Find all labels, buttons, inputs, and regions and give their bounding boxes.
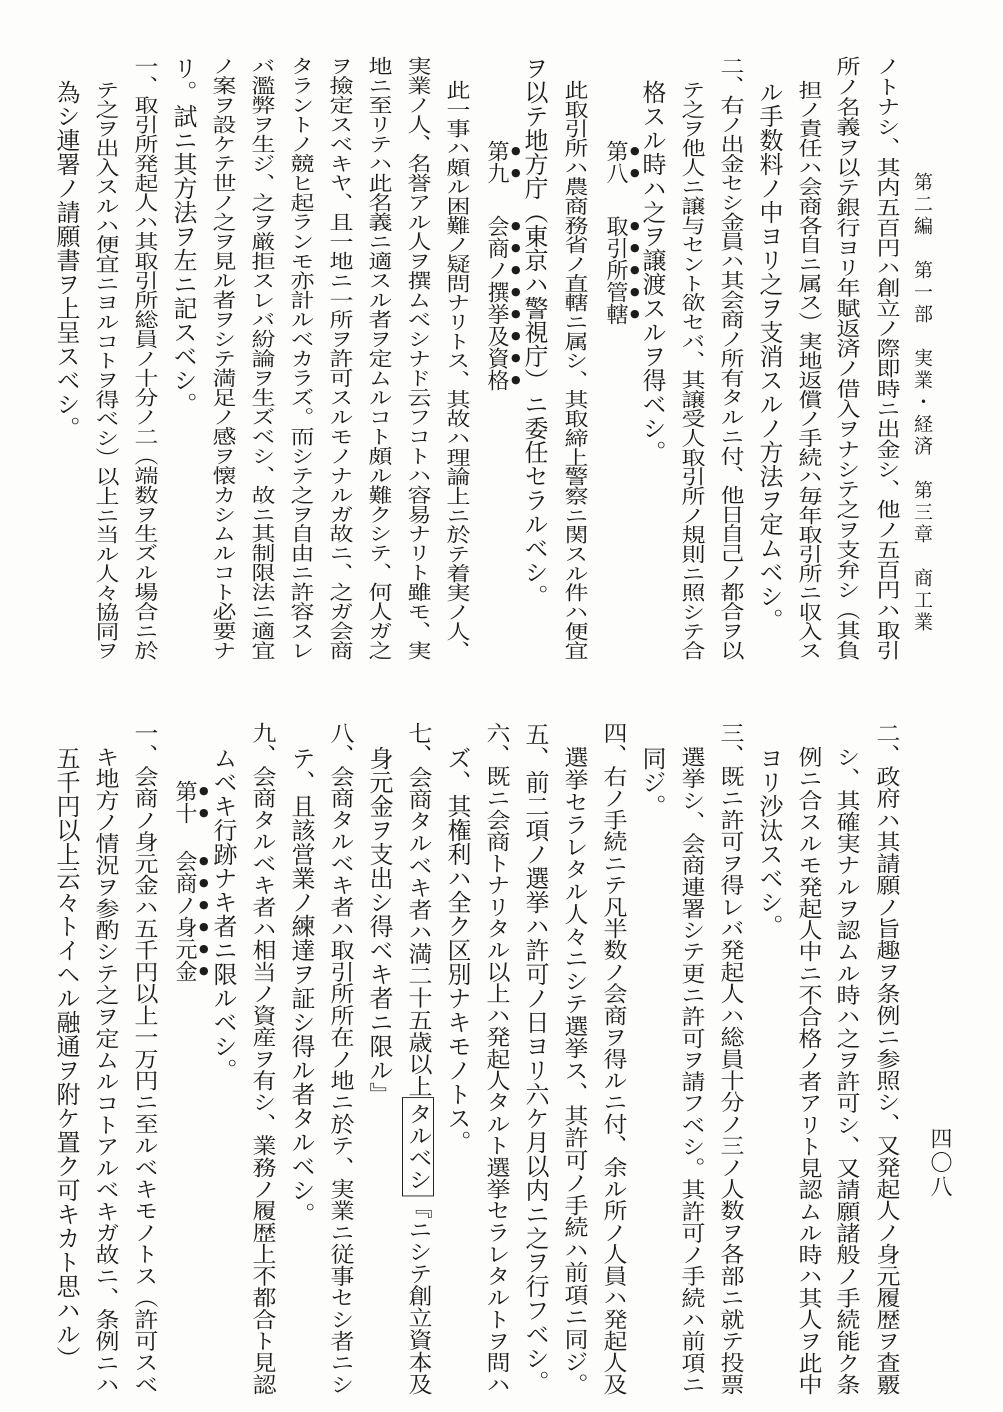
section-title: 会商ノ撰挙及資格	[484, 215, 509, 391]
item-7-insertion: 『ニシテ創立資本及	[404, 1196, 432, 1396]
text-line: 八、会商タルベキ者ハ取引所所在ノ地ニ於テ、実業ニ従事セシ者ニシ	[326, 722, 354, 1396]
text-line: キ地方ノ情況ヲ参酌シテ之ヲ定ムルコトアルベキガ故ニ、条例ニハ	[91, 746, 119, 1396]
text-line: 九、会商タルベキ者ハ相当ノ資産ヲ有シ、業務ノ履歴上不都合ト見認	[248, 722, 276, 1396]
text-line: テ之ヲ出入スルハ便宜ニヨルコトヲ得ベシ）以上ニ当ル人々協同ヲ	[91, 80, 119, 661]
text-line: テ、且該営業ノ練達ヲ証シ得ル者タルベシ。	[287, 746, 315, 1226]
text-line: 五、前二項ノ選挙ハ許可ノ日ヨリ六ケ月以内ニ之ヲ行フベシ。	[521, 722, 549, 1394]
text-line: ズ、其権利ハ全ク区別ナキモノトス。	[443, 746, 471, 1154]
item-7-text: 七、会商タルベキ者ハ満二十五歳以上	[404, 722, 432, 1098]
text-line: ムベキ行跡ナキ者ニ限ルベシ。	[209, 746, 237, 1082]
text-line: 四、右ノ手続ニテ凡半数ノ会商ヲ得ルニ付、余ル所ノ人員ハ発起人及	[599, 722, 627, 1396]
text-line: 一、会商ノ身元金ハ五千円以上一万円ニ至ルベキモノトス（許可スベ	[130, 722, 158, 1396]
text-line: ヲ撿定スベキヤ、且一地ニ一所ヲ許可スルモノナルガ故ニ、之ガ会商	[325, 56, 353, 660]
text-line: バ濫弊ヲ生ジ、之ヲ厳拒スレバ紛論ヲ生ズベシ、故ニ其制限法ニ適宜	[247, 56, 275, 660]
section-title: 取引所管轄	[603, 215, 628, 325]
text-line: タラントノ競ヒ起ランモ亦計ルベカラズ。而シテ之ヲ自由ニ許容スレ	[286, 56, 314, 660]
text-line: 同ジ。	[638, 746, 666, 818]
text-line: 選挙セラレタル人々ニシテ選挙ス、其許可ノ手続ハ前項ニ同ジ。	[560, 746, 588, 1396]
text-line: 此一事ハ頗ル困難ノ疑問ナリトス、其故ハ理論上ニ於テ着実ノ人、	[442, 80, 470, 661]
section-number: 第十	[172, 780, 197, 824]
text-line: 一、取引所発起人ハ其取引所総員ノ十分ノ二（端数ヲ生ズル場合ニ於	[130, 56, 158, 660]
text-line: 二、右ノ出金セシ金員ハ其会商ノ所有タルニ付、他日自己ノ都合ヲ以	[716, 56, 744, 660]
text-line: 所ノ名義ヲ以テ銀行ヨリ年賦返済ノ借入ヲナシテ之ヲ支弁シ（其負	[832, 56, 860, 661]
text-line: ヲ以テ地方庁（東京ハ警視庁）ニ委任セラルベシ。	[520, 56, 548, 608]
text-line: 為シ連署ノ請願書ヲ上呈スベシ。	[52, 80, 80, 440]
text-line: 例ニ合スルモ発起人中ニ不合格ノ者アリト見認ムル時ハ其人ヲ此中	[794, 746, 822, 1396]
text-line: 担ノ責任ハ会商各自ニ属ス）実地返償ノ手続ハ毎年取引所ニ収入ス	[794, 80, 822, 661]
section-number: 第九	[484, 140, 509, 184]
boxed-annotation: タルベシ	[402, 1097, 434, 1196]
text-line: 身元金ヲ支出シ得ベキ者ニ限ル』	[365, 746, 393, 1106]
text-line: 地ニ至リテハ此名義ニ適スル者ヲ定ムルコト頗ル難クシテ、何人ガ之	[364, 56, 392, 660]
text-line: ノ案ヲ設ケテ世ノ之ヲ見ル者ヲシテ満足ノ感ヲ懐カシムルコト必要ナ	[208, 56, 236, 660]
text-line: 三、既ニ許可ヲ得レバ発起人ハ総員十分ノ三ノ人数ヲ各部ニ就テ投票	[716, 722, 744, 1396]
text-line: 実業ノ人、名誉アル人ヲ撰ムベシナド云フコトハ容易ナリト雖モ、実	[403, 56, 431, 660]
text-line: 六、既ニ会商トナリタル以上ハ発起人タルト選挙セラレタルトヲ問ハ	[482, 722, 510, 1396]
text-line: シ、其確実ナルヲ認ムル時ハ之ヲ許可シ、又請願諸般ノ手続能ク条	[832, 746, 860, 1396]
text-line: 格スル時ハ之ヲ譲渡スルヲ得ベシ。	[638, 80, 666, 464]
page-number: 四〇八	[927, 1127, 952, 1199]
text-line: リ。試ニ其方法ヲ左ニ記スベシ。	[169, 56, 197, 416]
text-line: ル手数料ノ中ヨリ之ヲ支消スルノ方法ヲ定ムベシ。	[755, 80, 783, 632]
section-number: 第八	[603, 140, 628, 184]
running-header: 第二編 第一部 実業・経済 第三章 商工業	[911, 172, 933, 634]
text-line: ヨリ沙汰スベシ。	[755, 746, 783, 938]
section-title: 会商ノ身元金	[172, 850, 197, 982]
text-line: 二、政府ハ其請願ノ旨趣ヲ条例ニ参照シ、又発起人ノ身元履歴ヲ査覈	[872, 722, 900, 1396]
text-line: ノトナシ、其内五百円ハ創立ノ際即時ニ出金シ、他ノ五百円ハ取引	[872, 56, 900, 661]
text-line: 選挙シ、会商連署シテ更ニ許可ヲ請フベシ。其許可ノ手続ハ前項ニ	[677, 746, 705, 1396]
text-line: 五千円以上云々トイヘル融通ヲ附ケ置ク可キカト思ハル）	[52, 746, 80, 1370]
text-line	[406, 722, 430, 1395]
text-line: 此取引所ハ農商務省ノ直轄ニ属シ、其取締上警察ニ関スル件ハ便宜	[560, 80, 588, 661]
text-line: テ之ヲ他人ニ譲与セント欲セバ、其譲受人取引所ノ規則ニ照シテ合	[677, 80, 705, 661]
